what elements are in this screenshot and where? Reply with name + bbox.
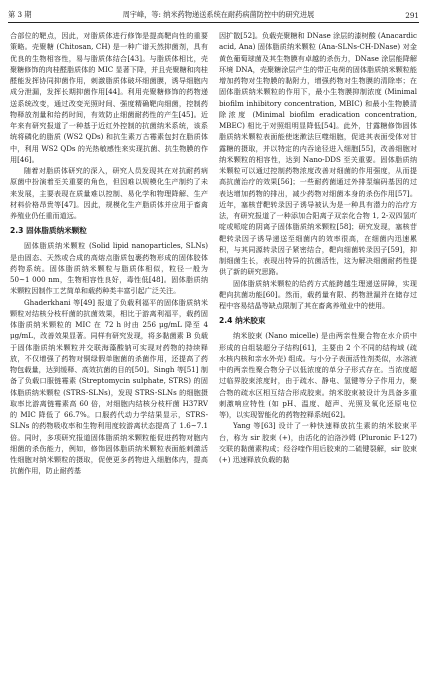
paragraph: Yang 等[63] 设计了一种快速释放抗生素的纳米胶束平台，称为 sir 胶束 (+)，由活化的泊洛沙姆 (Pluronic F-127) 交联的黏菌素构成；经谷喹作用后胶束的二硫键裂解，sir 胶束 (+) 迅速释放负载的黏	[219, 421, 417, 464]
section-heading: 2.4 纳米胶束	[219, 316, 266, 326]
paragraph: 纳米胶束 (Nano micelle) 是由两亲性聚合物在水介质中形成的自组装超分子结构[61]，主要由 2 个不同的结构域 (疏水核内核和亲水外壳) 组成。与小分子表面活性剂类似，水溶液中的两亲性聚合物分子以低浓度的单分子形式存在。当浓度超过临界胶束浓度时，由于疏水、静电、氢键等分子作用力，聚合物的疏水区相互结合形成胶束。纳米胶束被设计为具备多重刺激响应特性 (如 pH、温度、超声、光照及氧化还原电位等)，以实现智能化的药物控释系统[62]。	[219, 331, 417, 419]
issue-number: 第 3 期	[8, 10, 32, 19]
section-heading: 2.3 固体脂质纳米颗粒	[10, 226, 87, 236]
paragraph-continued: 因扩散[52]。负载壳聚糖和 DNase 涂层的漆树酸 (Anacardic acid, Ana) 固体脂质纳米颗粒 (Ana-SLNs-CH-DNase) 对金黄色葡萄球菌及其生物膜有卓越的杀伤力，DNase 涂层能降解环境 DNA，壳聚糖涂层产生的带正电荷的固体脂质纳米颗粒能增加药物对生物膜的黏附力，增强药物对生物膜的清除率；在固体脂质纳米颗粒的作用下，最小生物膜抑制浓度 (Minimal biofilm inhibitory concentration, MBIC) 和最小生物膜清除浓度 (Minimal biofilm eradication concentration, MBEC) 相比于对照组明显降低[54]。此外，甘露糖修饰固体脂质纳米颗粒表面能使迷漱法巨噬细胞，促进其表面受体对甘露糖的摄取，并以特定的内吞途径进入细胞[55]，改善细胞对纳米颗粒的相容性，达到 Nano-DDS 至关重要。固体脂质纳米颗粒可以通过控制药物浓度改善对细菌的作用强度，从而提高抗菌治疗的效果[56]；一些耐药菌通过外排泵编码基因的过表达增加药物的排出，减少药物对细菌本身的杀伤作用[57]。近年，塞核苷靶转录因子诱导被认为是一种具有潜力的治疗方法，有研究报道了一种添加合阳离子双亲化合物 1, 2-双四氢吖啶或哌啶的阴离子固体脂质纳米颗粒[58]；研究发现，塞核苷靶转录因子诱导递送至细菌内的效率很高，在细菌内迅速累积，与其同源转录因子紧密结合，靶向细菌转录因子[59]，抑制细菌生长，表现出特异的抗菌活性，这为解决细菌耐药性提供了新的研究思路。	[219, 31, 417, 277]
running-title: 周宇峰，等: 纳米药物递送系统在耐药病菌防控中的研究进展	[122, 10, 315, 19]
left-column	[10, 30, 208, 670]
running-header	[8, 6, 419, 23]
paragraph-continued: 合部位的靶点，因此，对脂质体进行修饰是提高靶向性的重要策略。壳聚糖 (Chitosan, CH) 是一种广谱天然抑菌剂，具有优良的生物相容性，易与脂质体结合[43]。与脂质体相比，壳聚糖修饰的肉桂醛脂质体的 MIC 显著下降，并且壳聚糖和肉桂醛能发挥协同抑菌作用，刺激脂质体破坏细菌膜，诱导细胞内成分泄漏，发挥长期抑菌作用[44]。利用壳聚糖修饰的药物递送系统改变，通过改变光照时间、强度精确靶向细菌，控制药物释放剂量和给药时间，有效防止细菌耐药性的产生[45]。近年来有研究报道了一种基于近红外控制的抗菌纳米系统，该系统将磷化的脂质 (WS2 QDs) 和抗生素万古霉素包封在脂质体中，利用 WS2 QDs 的光热敏感性来实现抗菌、抗生物膜的作用[46]。	[10, 31, 208, 164]
paragraph: 固体脂质纳米颗粒 (Solid lipid nanoparticles, SLNs) 是由固态、天然或合成的高熔点脂质包裹药物形成的固体胶体药物系统。固体脂质纳米颗粒与脂质体相似，粒径一般为 50~1 000 nm，生物相容性良好，毒性低[48]。固体脂质纳米颗粒因制作工艺简单和载药种类丰富引起广泛关注。	[10, 241, 208, 296]
paragraph: Ghaderkhani 等[49] 报道了负载利福平的固体脂质纳米颗粒对结核分枝杆菌的抗菌效果，相比于游离利福平，载药固体脂质纳米颗粒的 MIC 在 72 h 时由 256 μg/mL 降至 4 μg/mL，改善效果显著。同样有研究发现，将多黏菌素 B 负载于固体脂质纳米颗粒并交联海藻酸钠可实现对药物的持续释放，不仅增强了药物对铜绿假单胞菌的杀菌作用，还提高了药物包载量，达到缓释、高效抗菌的目的[50]。Singh 等[51] 制备了负载口服链霉素 (Streptomycin sulphate, STRS) 的固体脂质纳米颗粒 (STRS-SLNs)，发现 STRS-SLNs 的细胞摄取率比游离链霉素高 60 倍，对细胞内结核分枝杆菌 H37RV 的 MIC 降低了 66.7%。口服药代动力学结果显示，STRS-SLNs 的药物吸收率和生物利用度较游离状态提高了 1.6~7.1 倍。同时，多项研究报道固体脂质纳米颗粒能促进药物对胞内细菌的杀伤能力，例如，修饰固体脂质纳米颗粒表面能刺激活性细胞对纳米颗粒的摄取，促使更多药物进入细胞体内，提高抗菌作用，防止耐药基	[10, 297, 208, 476]
page-number: 291	[405, 11, 419, 20]
right-column	[219, 30, 417, 670]
paragraph: 随着对脂质体研究的深入，研究人员发现其在对抗耐药病原菌中扮演着至关重要的角色，但因难以规模化生产制约了未来发展，主要表现在质量难以控制、易化学和物理降解、生产材料价格昂贵等[47]。因此，规模化生产脂质体并应用于畜禽养殖业仍任重而道远。	[10, 166, 208, 220]
paragraph: 固体脂质纳米颗粒的给药方式能跨越生理递送屏障，实现靶向抗菌功能[60]。然而，载药量有限、药物泄漏并在储存过程中容易结晶等缺点限制了其在畜禽养殖业中的使用。	[219, 278, 417, 310]
